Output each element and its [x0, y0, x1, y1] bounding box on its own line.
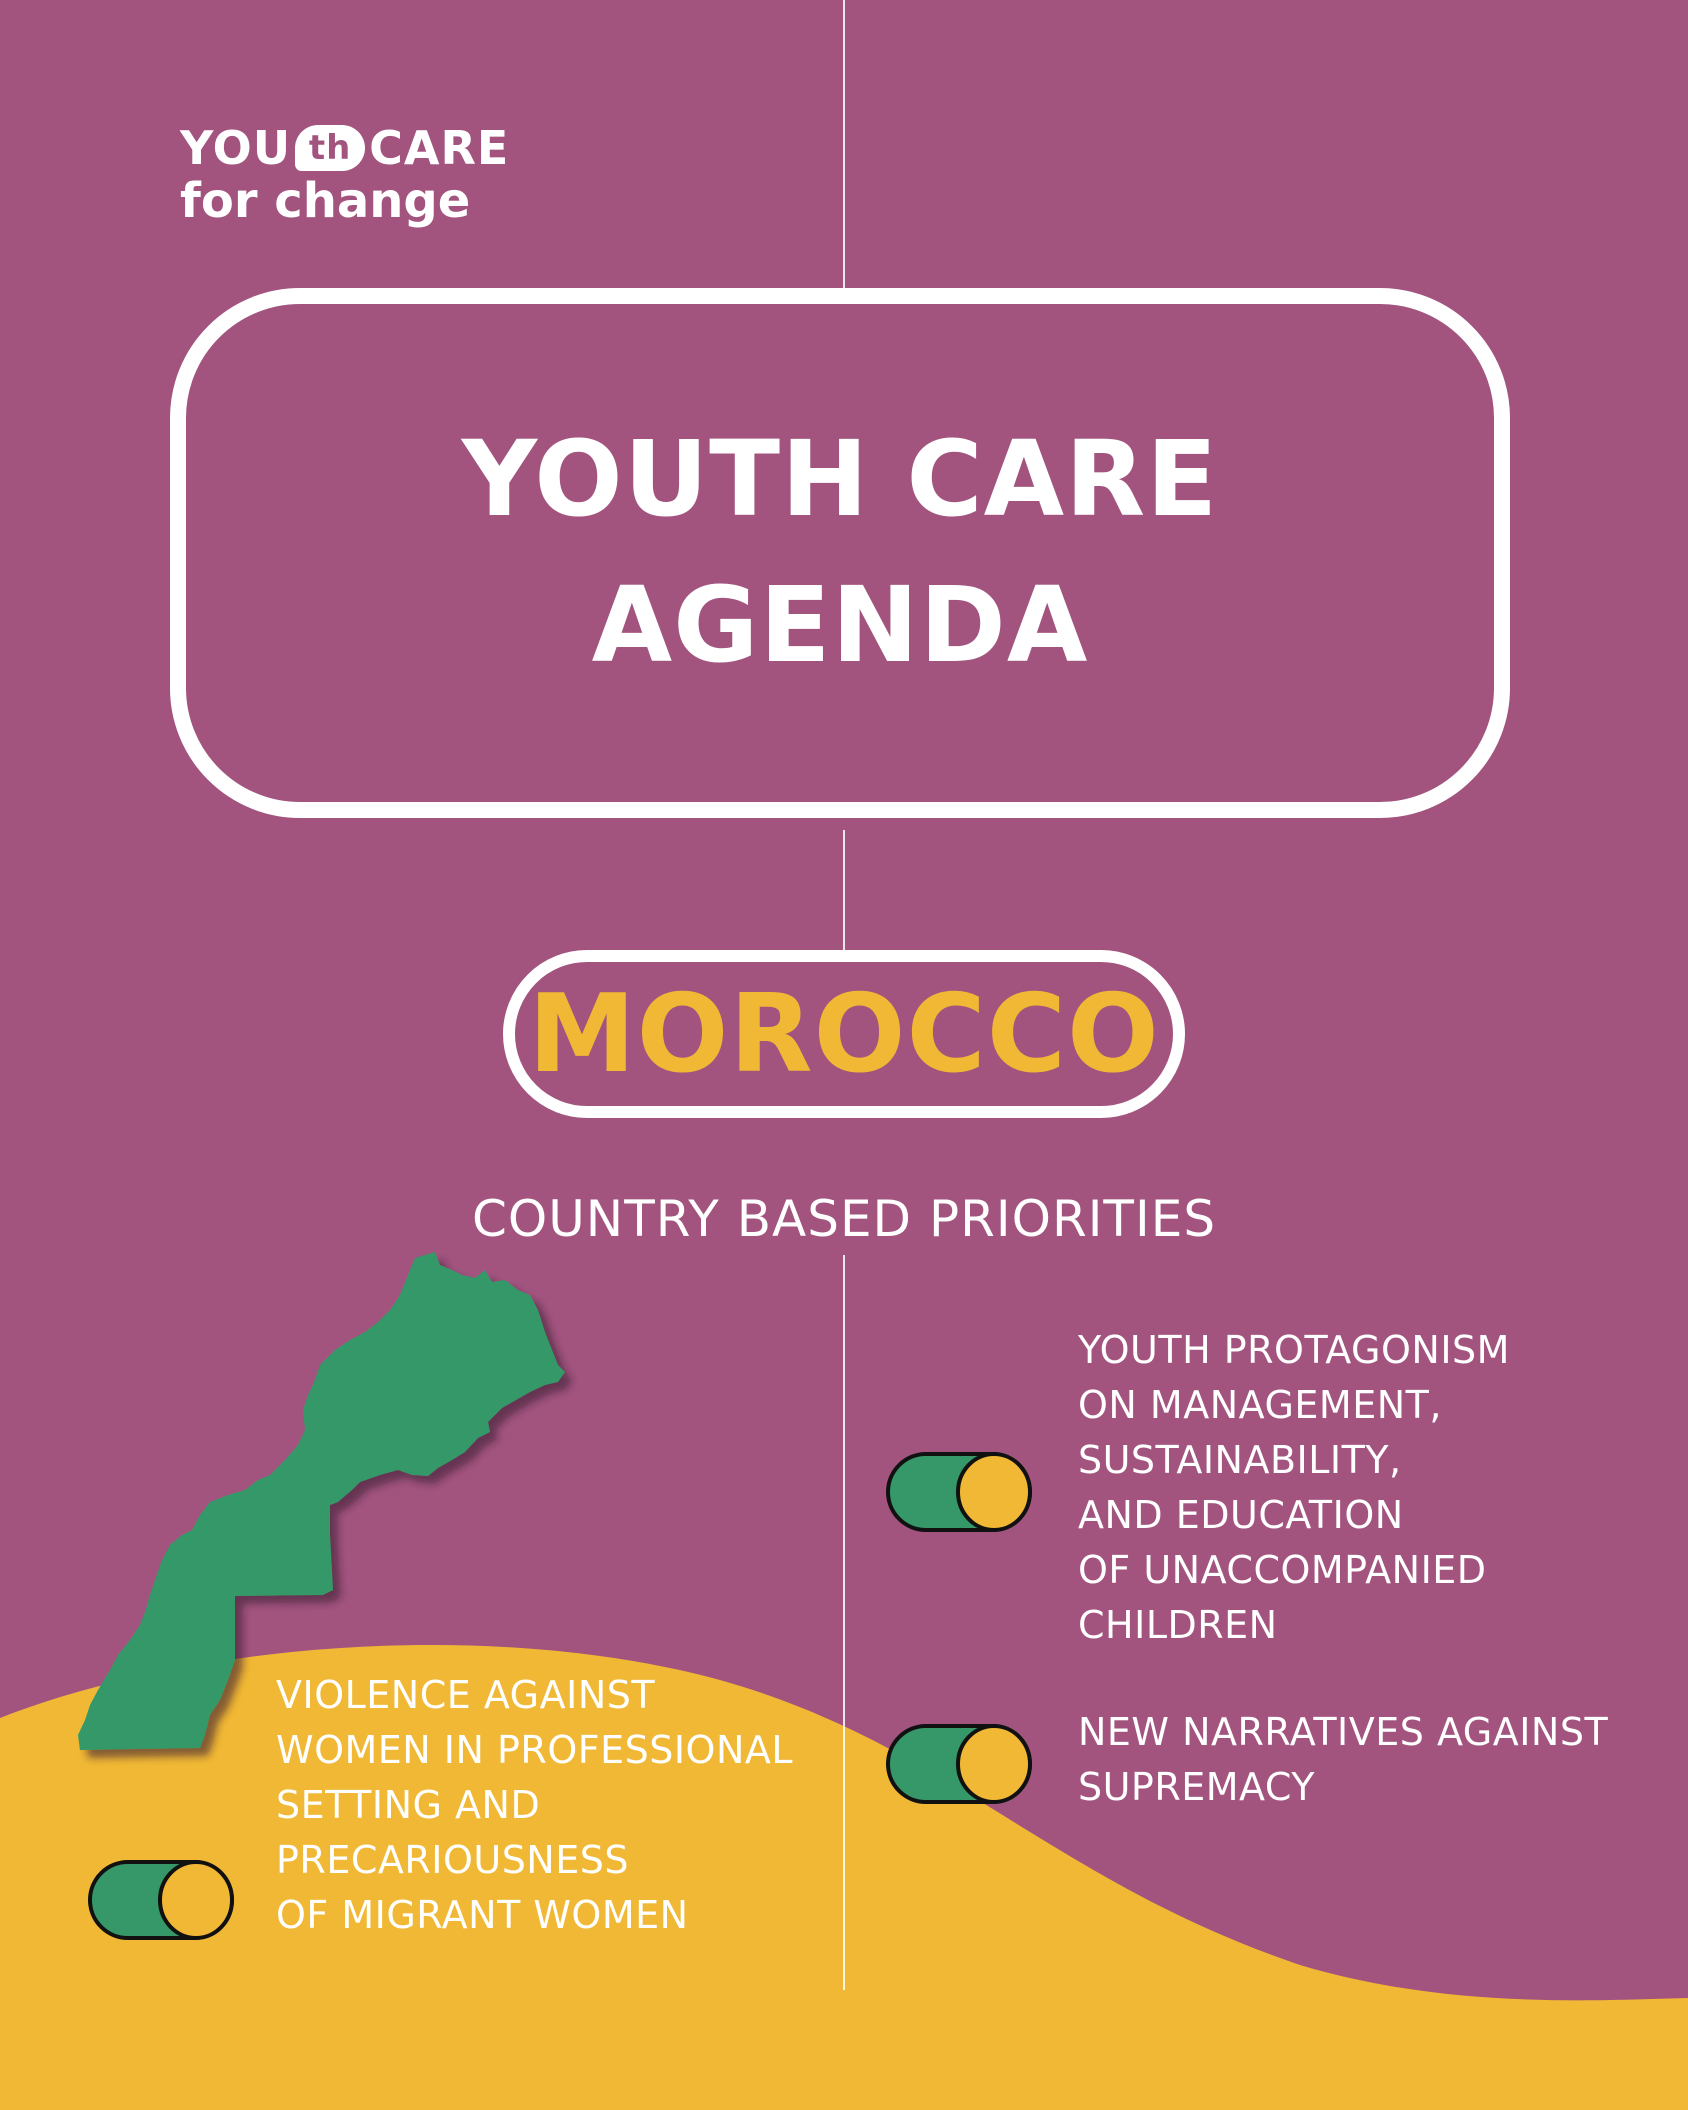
priority-1-line-5: OF MIGRANT WOMEN	[276, 1893, 689, 1937]
priority-2-line-1: YOUTH PROTAGONISM	[1078, 1328, 1510, 1372]
center-divider-bottom	[843, 1255, 845, 1990]
priority-item-3	[1078, 1705, 1608, 1815]
priority-3-line-1: NEW NARRATIVES AGAINST	[1078, 1710, 1609, 1754]
logo-speech-bubble-icon: th	[295, 125, 365, 171]
center-divider-middle	[843, 830, 845, 955]
title-box	[170, 288, 1510, 818]
priority-item-1	[276, 1668, 793, 1943]
priority-1-line-1: VIOLENCE AGAINST	[276, 1673, 656, 1717]
priority-item-2	[1078, 1323, 1510, 1653]
country-name: MOROCCO	[528, 971, 1160, 1097]
youth-care-logo	[180, 121, 510, 229]
toggle-cylinder-icon	[884, 1722, 1034, 1806]
toggle-cylinder-icon	[86, 1858, 236, 1942]
section-heading-text: COUNTRY BASED PRIORITIES	[462, 1190, 1226, 1248]
priority-1-line-3: SETTING AND	[276, 1783, 541, 1827]
priority-2-line-2: ON MANAGEMENT,	[1078, 1383, 1442, 1427]
priority-2-line-6: CHILDREN	[1078, 1603, 1278, 1647]
logo-tagline: for change	[180, 173, 471, 229]
center-divider-top	[843, 0, 845, 290]
logo-text-you: YOU	[180, 121, 292, 175]
toggle-cylinder-icon	[884, 1450, 1034, 1534]
page-title-line-1: YOUTH CARE	[461, 418, 1219, 541]
priority-2-line-3: SUSTAINABILITY,	[1078, 1438, 1402, 1482]
priority-3-line-2: SUPREMACY	[1078, 1765, 1315, 1809]
logo-text-care: CARE	[369, 121, 510, 175]
priority-2-line-4: AND EDUCATION	[1078, 1493, 1404, 1537]
page-title-line-2: AGENDA	[591, 564, 1089, 686]
priority-2-line-5: OF UNACCOMPANIED	[1078, 1548, 1487, 1592]
priority-1-line-2: WOMEN IN PROFESSIONAL	[276, 1728, 794, 1772]
priority-1-line-4: PRECARIOUSNESS	[276, 1838, 629, 1882]
country-badge	[503, 950, 1185, 1118]
